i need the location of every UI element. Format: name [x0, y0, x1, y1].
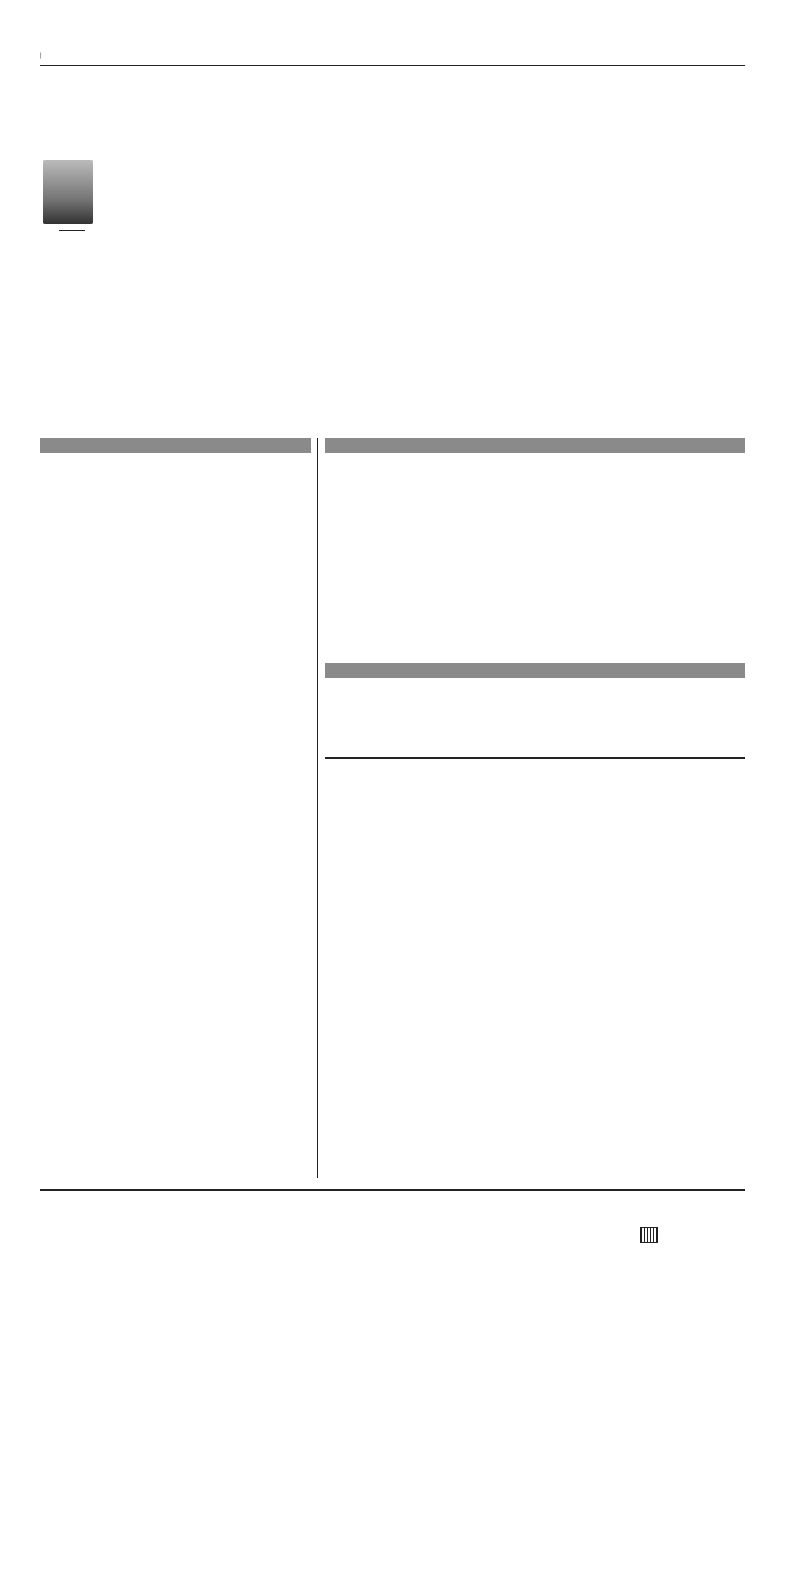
page-header — [40, 44, 745, 66]
footer-col-3 — [322, 1200, 455, 1219]
column-divider — [317, 438, 318, 1178]
heloise-col-4 — [471, 158, 608, 165]
marriage-title — [325, 663, 745, 678]
page-folio: | — [40, 53, 42, 59]
heloise-portrait-image — [43, 160, 93, 224]
book-icon — [640, 1227, 658, 1243]
masthead-box — [40, 1200, 176, 1292]
gazette-logo — [40, 1200, 176, 1220]
fitness-col-1 — [326, 841, 464, 843]
heloise-col-3 — [327, 158, 463, 165]
npa-award-logo — [605, 1227, 745, 1243]
heloise-col-1 — [40, 158, 176, 233]
heloise-col-5 — [616, 158, 746, 168]
fitness-col-3 — [612, 841, 746, 851]
heloise-photo — [43, 158, 100, 231]
county-court-title — [325, 438, 745, 453]
footer-col-4 — [463, 1200, 597, 1206]
heloise-col-2 — [184, 158, 320, 165]
footer-rule — [40, 1189, 745, 1191]
footer-col-5 — [605, 1200, 745, 1243]
section-rule — [325, 757, 745, 759]
footer-col-2 — [182, 1200, 313, 1233]
church-calendar-title — [40, 438, 311, 453]
